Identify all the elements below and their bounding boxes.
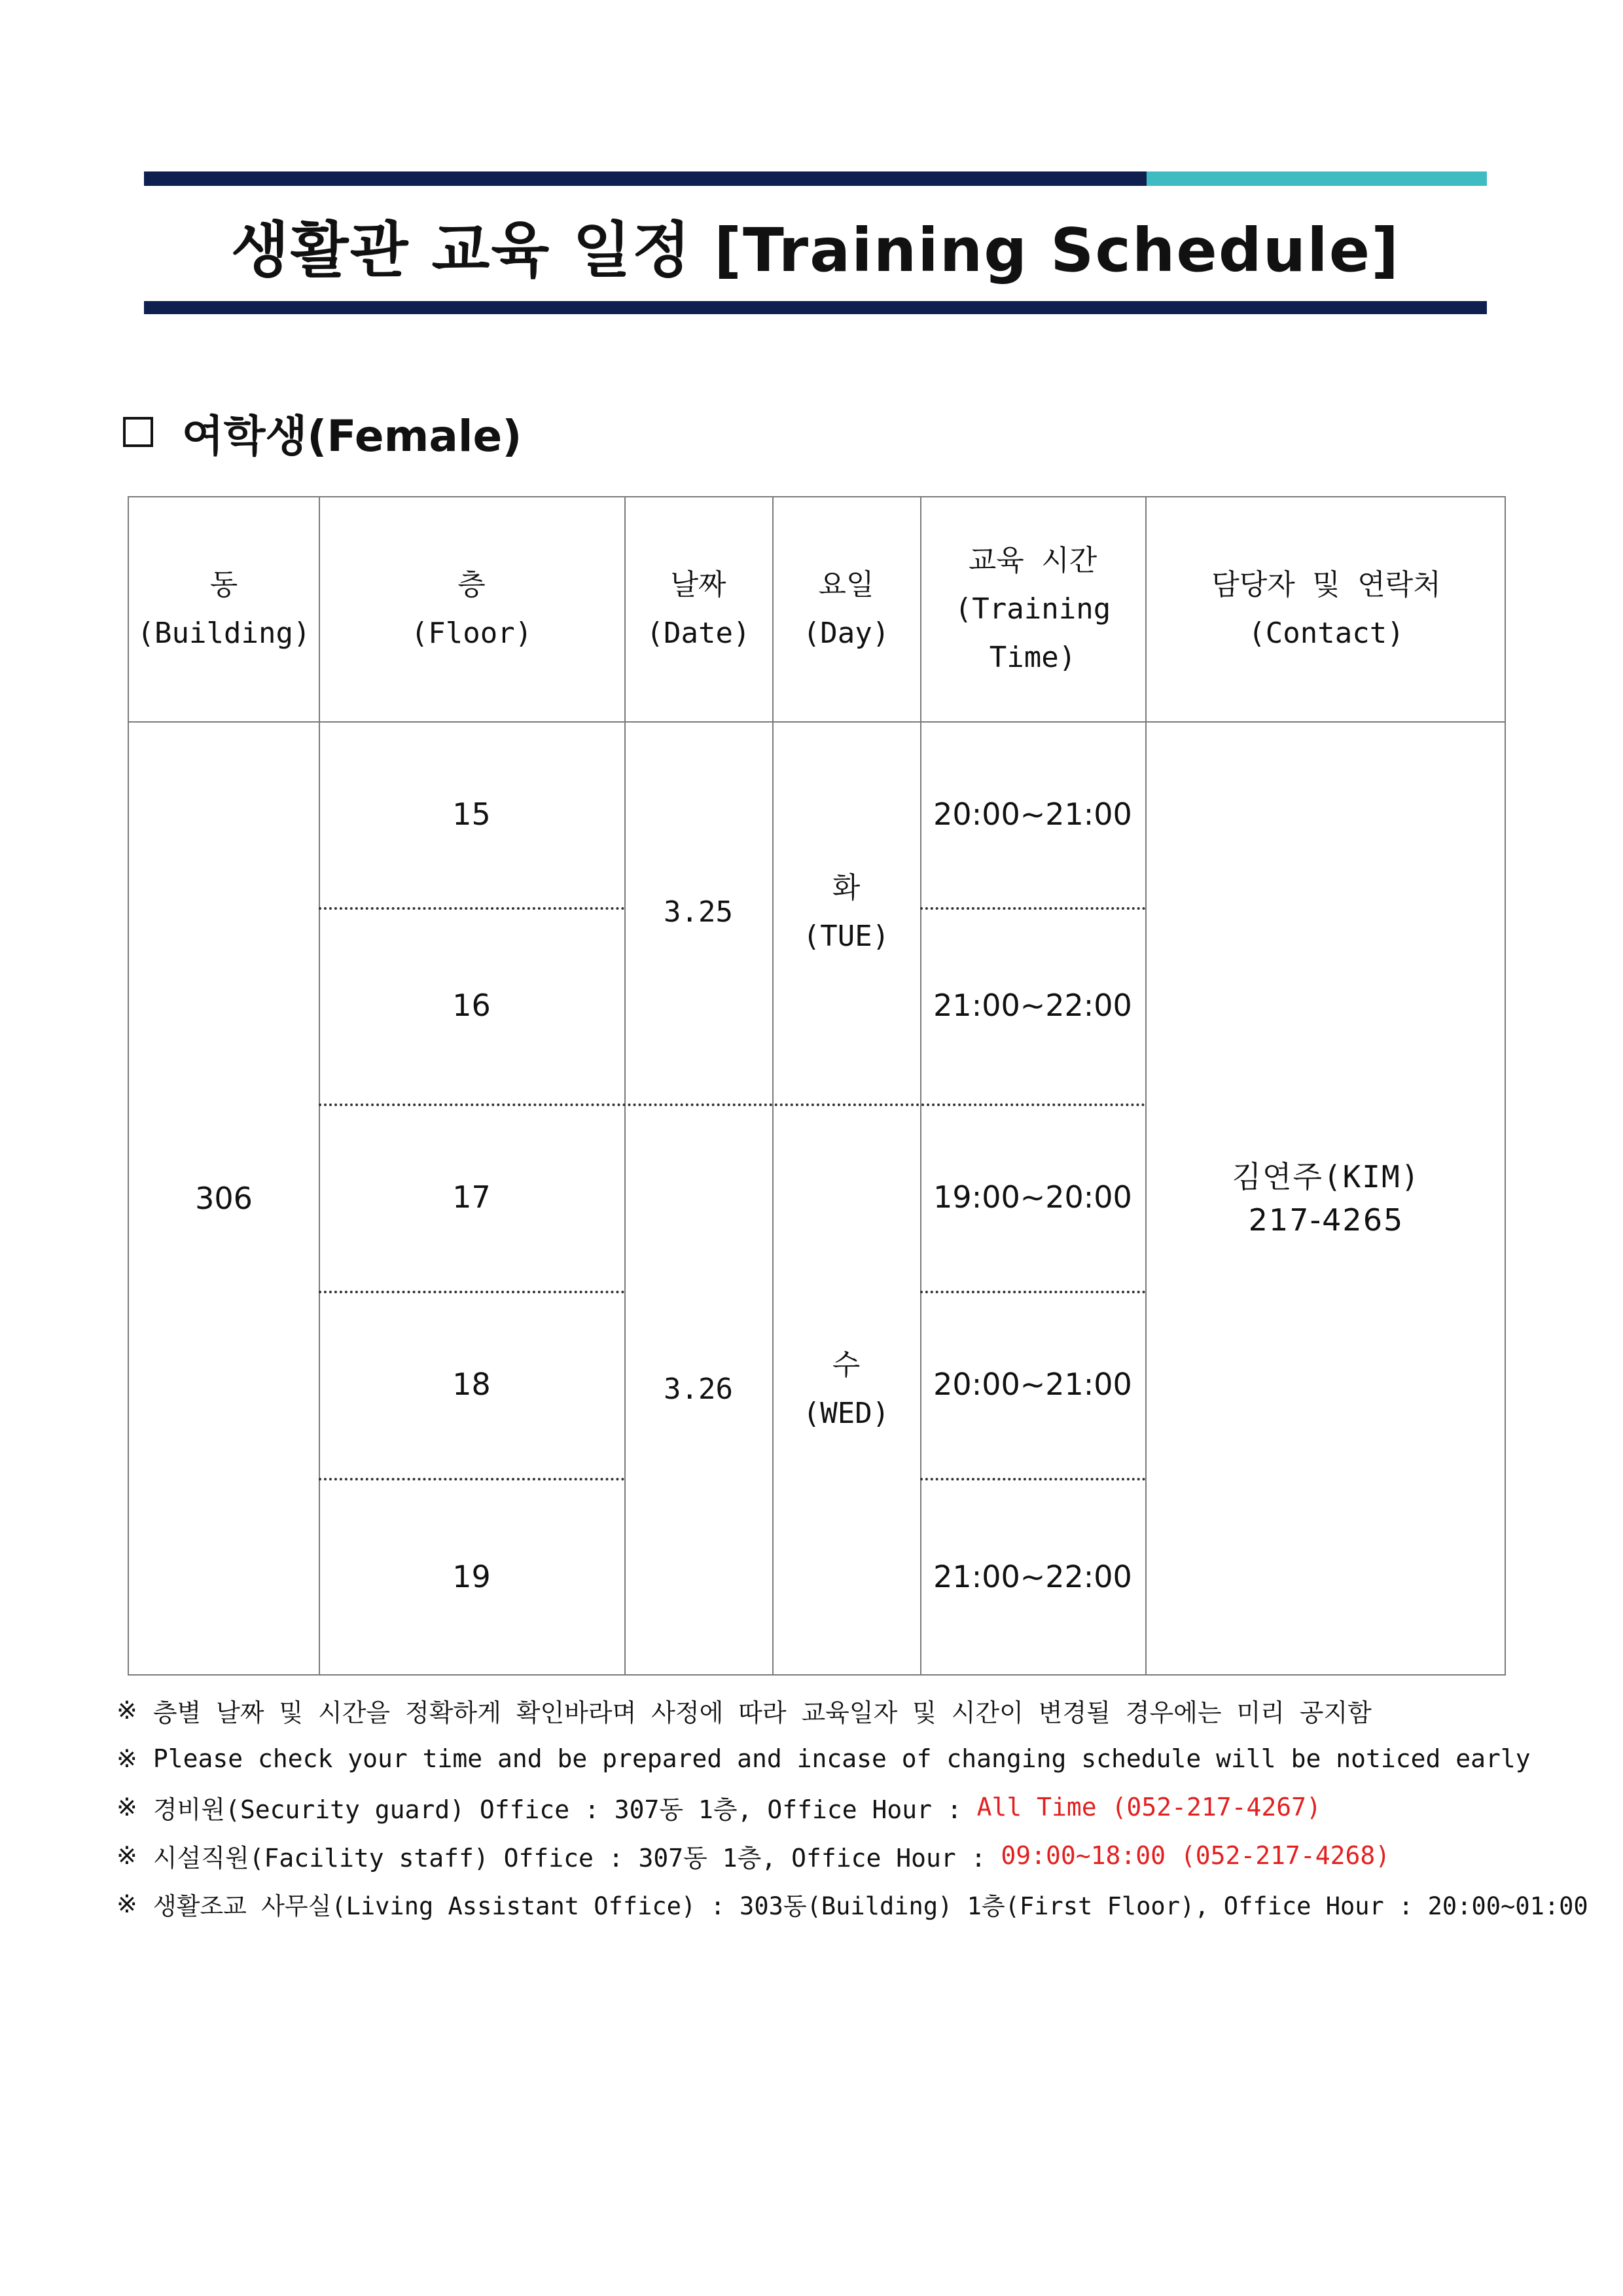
- header-rule-navy: [144, 171, 1147, 186]
- note-text: 생활조교 사무실(Living Assistant Office) : 303동(Building) 1층(First Floor), Office Hour : 20:00~01:00: [152, 1892, 1588, 1920]
- header-time-ko: 교육 시간: [968, 544, 1097, 577]
- day-cell: [772, 1103, 920, 1676]
- day-en: (WED): [802, 1397, 890, 1430]
- header-floor-en: (Floor): [410, 617, 533, 650]
- header-rule-bottom: [144, 301, 1487, 314]
- header-time-en-1: (Training: [954, 592, 1111, 626]
- note-highlight: All Time (052-217-4267): [976, 1793, 1321, 1821]
- floor-cell: 19: [452, 1559, 491, 1594]
- note-text: 층별 날짜 및 시간을 정확하게 확인바라며 사정에 따라 교육일자 및 시간이 변경될 경우에는 미리 공지함: [152, 1698, 1372, 1727]
- header-day: [772, 497, 920, 721]
- header-day-ko: 요일: [818, 568, 874, 601]
- floor-cell: 17: [452, 1179, 491, 1215]
- day-cell: [772, 721, 920, 1103]
- header-floor-ko: 층: [457, 568, 486, 601]
- note-item: [116, 1686, 1556, 1734]
- header-contact: [1145, 497, 1507, 721]
- header-time: [920, 497, 1145, 721]
- header-building-en: (Building): [137, 617, 311, 650]
- contact-cell: [1145, 721, 1507, 1676]
- header-date: [624, 497, 772, 721]
- day-en: (TUE): [802, 920, 890, 953]
- header-rule-teal: [1147, 171, 1487, 186]
- section-heading: [123, 401, 522, 463]
- notes: [116, 1686, 1588, 1928]
- note-item: [116, 1783, 1556, 1831]
- note-item: [116, 1831, 1556, 1880]
- day-ko: 화: [832, 871, 861, 905]
- section-label: 여학생(Female): [182, 410, 522, 461]
- floor-cell: 15: [452, 797, 491, 832]
- header-contact-ko: 담당자 및 연락처: [1211, 568, 1441, 601]
- note-item: [116, 1734, 1556, 1783]
- date-cell: 3.26: [664, 1372, 733, 1406]
- time-cell: 21:00~22:00: [933, 1559, 1132, 1594]
- note-text: 시설직원(Facility staff) Office : 307동 1층, Office Hour :: [152, 1843, 1001, 1873]
- header-building-ko: 동: [209, 568, 238, 601]
- checkbox-square-icon: [123, 417, 153, 447]
- header-day-en: (Day): [802, 617, 890, 650]
- page-title: 생활관 교육 일정 [Training Schedule]: [230, 215, 1400, 285]
- building-cell: 306: [195, 1181, 253, 1216]
- header-contact-en: (Contact): [1248, 617, 1404, 650]
- time-cell: 19:00~20:00: [933, 1179, 1132, 1215]
- note-text: 경비원(Security guard) Office : 307동 1층, Office Hour :: [152, 1795, 977, 1824]
- header-building: [129, 497, 319, 721]
- contact-phone: 217-4265: [1248, 1202, 1404, 1238]
- floor-cell: 18: [452, 1367, 491, 1402]
- note-highlight: 09:00~18:00 (052-217-4268): [1001, 1841, 1391, 1870]
- time-cell: 20:00~21:00: [933, 797, 1132, 832]
- schedule-table: [128, 496, 1506, 1676]
- header-date-ko: 날짜: [670, 568, 726, 601]
- header-floor: [319, 497, 624, 721]
- note-item: [116, 1880, 1588, 1928]
- time-cell: 21:00~22:00: [933, 988, 1132, 1023]
- time-cell: 20:00~21:00: [933, 1367, 1132, 1402]
- reference-mark-icon: ※: [116, 1696, 137, 1725]
- header-time-en-2: Time): [989, 641, 1077, 674]
- header-date-en: (Date): [646, 617, 751, 650]
- reference-mark-icon: ※: [116, 1793, 137, 1821]
- reference-mark-icon: ※: [116, 1744, 137, 1773]
- reference-mark-icon: ※: [116, 1890, 137, 1918]
- date-cell: 3.25: [664, 895, 733, 929]
- day-ko: 수: [832, 1348, 861, 1382]
- contact-name: 김연주(KIM): [1232, 1159, 1421, 1194]
- note-text: Please check your time and be prepared and incase of changing schedule will be noticed early: [152, 1744, 1531, 1773]
- floor-cell: 16: [452, 988, 491, 1023]
- reference-mark-icon: ※: [116, 1841, 137, 1870]
